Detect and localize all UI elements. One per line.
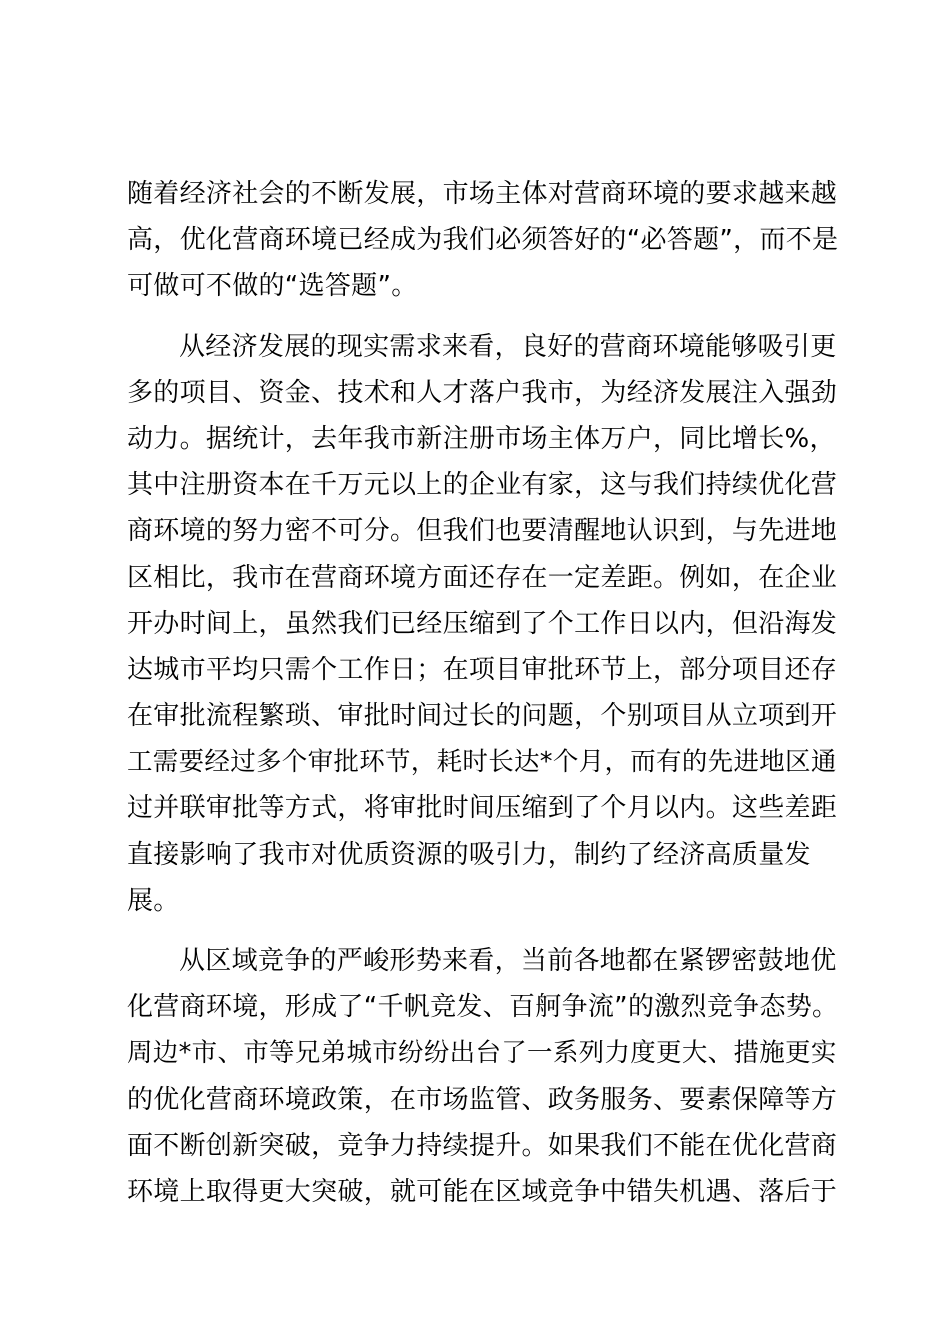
text-line: 高，优化营商环境已经成为我们必须答好的“必答题”，而不是 <box>127 225 839 256</box>
paragraph-3 <box>127 938 842 1215</box>
paragraph-2 <box>127 324 842 924</box>
text-line: 其中注册资本在千万元以上的企业有家，这与我们持续优化营 <box>127 470 838 501</box>
text-line: 的优化营商环境政策，在市场监管、政务服务、要素保障等方 <box>127 1084 838 1115</box>
text-line: 达城市平均只需个工作日；在项目审批环节上，部分项目还存 <box>127 654 838 685</box>
text-line: 工需要经过多个审批环节，耗时长达*个月，而有的先进地区通 <box>127 747 837 778</box>
text-line: 开办时间上，虽然我们已经压缩到了个工作日以内，但沿海发 <box>127 608 838 639</box>
text-line: 面不断创新突破，竞争力持续提升。如果我们不能在优化营商 <box>127 1130 838 1161</box>
text-line: 展。 <box>127 885 180 916</box>
text-line: 化营商环境，形成了“千帆竞发、百舸争流”的激烈竞争态势。 <box>127 992 839 1023</box>
text-line: 动力。据统计，去年我市新注册市场主体万户，同比增长%， <box>127 423 836 454</box>
text-line: 环境上取得更大突破，就可能在区域竞争中错失机遇、落后于 <box>127 1176 838 1207</box>
text-line: 多的项目、资金、技术和人才落户我市，为经济发展注入强劲 <box>127 377 838 408</box>
text-line: 商环境的努力密不可分。但我们也要清醒地认识到，与先进地 <box>127 516 838 547</box>
text-line: 周边*市、市等兄弟城市纷纷出台了一系列力度更大、措施更实 <box>127 1038 837 1069</box>
document-body <box>127 171 842 1215</box>
text-line: 从区域竞争的严峻形势来看，当前各地都在紧锣密鼓地优 <box>179 946 837 976</box>
text-line: 在审批流程繁琐、审批时间过长的问题，个别项目从立项到开 <box>127 701 838 732</box>
text-line: 可做可不做的“选答题”。 <box>127 271 418 302</box>
text-line: 从经济发展的现实需求来看，良好的营商环境能够吸引更 <box>179 331 837 362</box>
text-line: 随着经济社会的不断发展，市场主体对营商环境的要求越来越 <box>127 179 838 209</box>
paragraph-gap <box>127 310 842 324</box>
paragraph-gap <box>127 924 842 938</box>
text-line: 过并联审批等方式，将审批时间压缩到了个月以内。这些差距 <box>127 793 838 824</box>
paragraph-1 <box>127 171 842 310</box>
text-line: 区相比，我市在营商环境方面还存在一定差距。例如，在企业 <box>127 562 838 593</box>
text-line: 直接影响了我市对优质资源的吸引力，制约了经济高质量发 <box>127 839 811 870</box>
